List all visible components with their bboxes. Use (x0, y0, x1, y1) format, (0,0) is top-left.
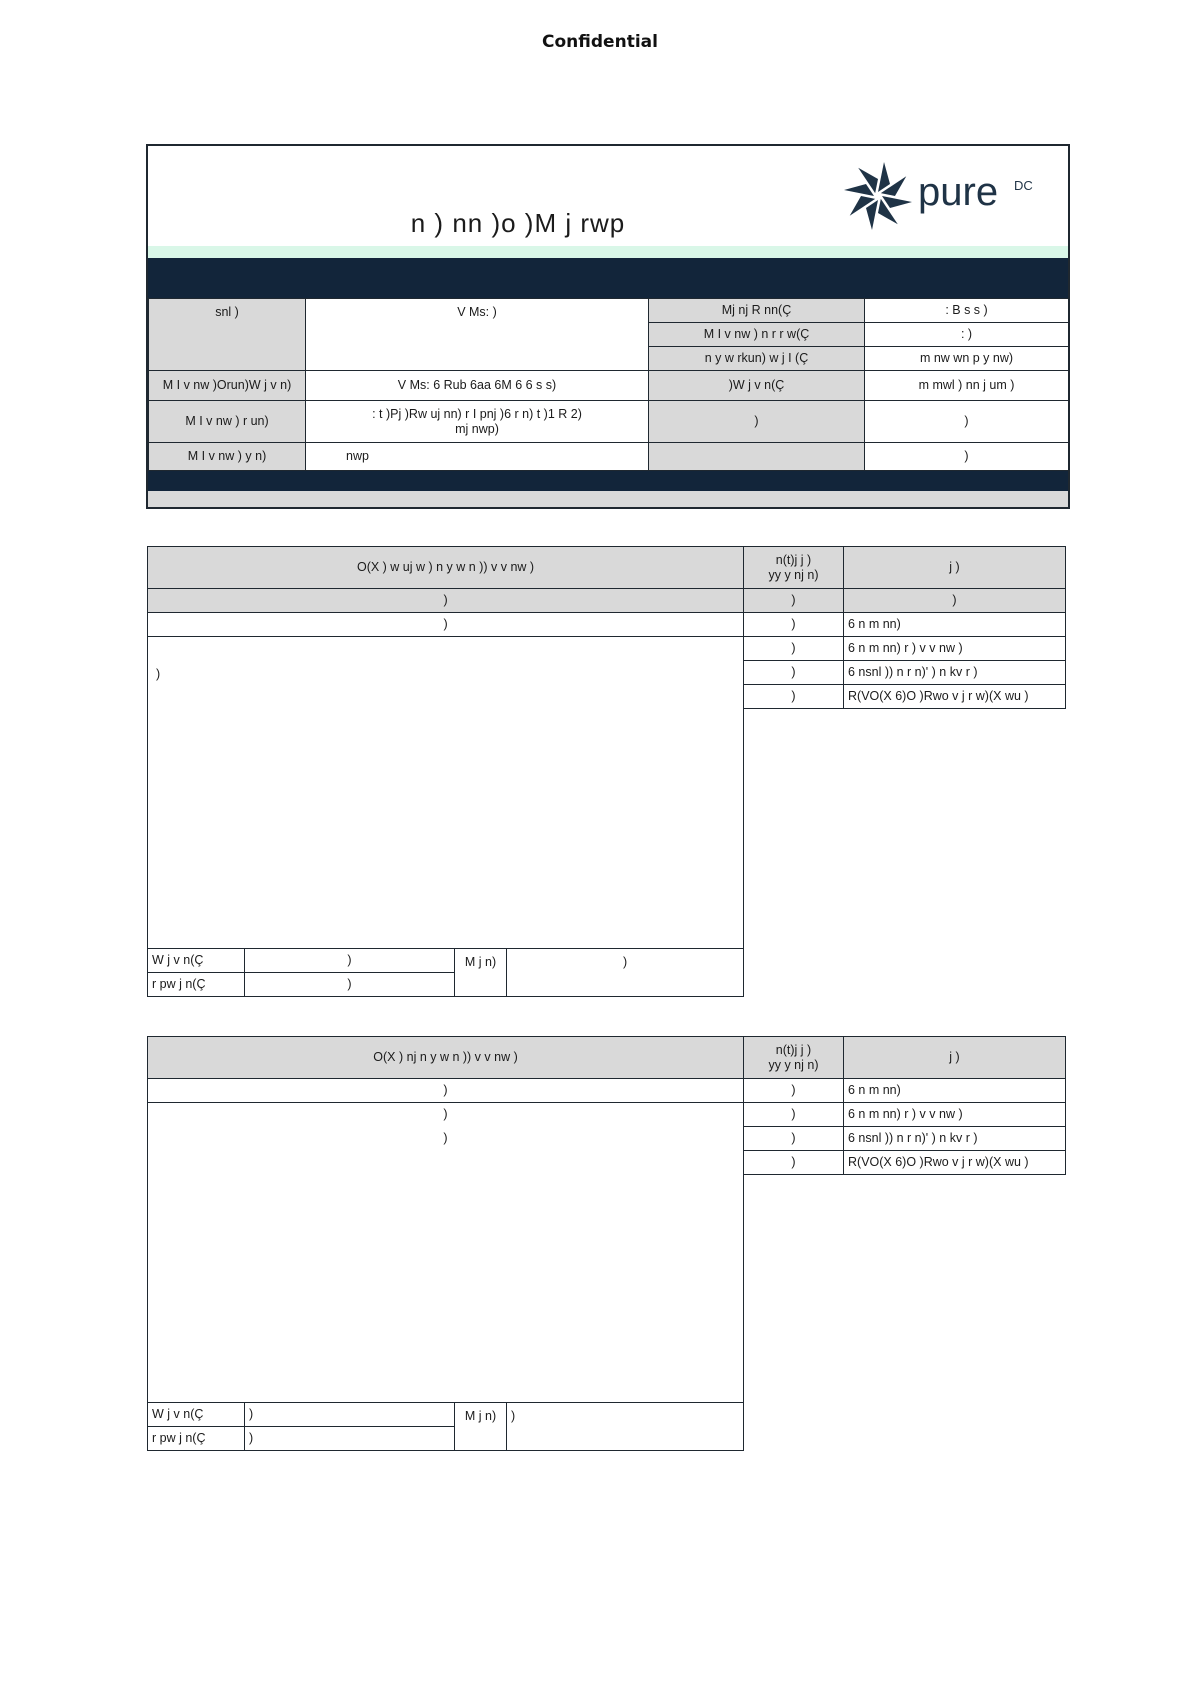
section2-side-mid-4: ) (744, 1151, 844, 1175)
section2-side-table (743, 1036, 1066, 1175)
navy-band-top (148, 258, 1068, 298)
document-title: n ) nn )o )M j rwp (410, 208, 626, 238)
section2-body (148, 1103, 744, 1403)
section2-side-right-1: 6 n m nn) (844, 1079, 1066, 1103)
section1-header-mid (744, 547, 844, 589)
info-value-5-line-2: mj nwp) (455, 421, 499, 436)
section2-footer-value-1: ) (245, 1403, 455, 1427)
info-right-label-1: Mj nj R nn(Ç (649, 299, 865, 323)
info-right-value-1: : B s s ) (865, 299, 1069, 323)
info-value-4: V Ms: 6 Rub 6aa 6M 6 6 s s) (306, 371, 649, 401)
section2-footer-label-2: r pw j n(Ç (148, 1427, 245, 1451)
section1-side-mid-4: ) (744, 685, 844, 709)
info-right-label-6 (649, 443, 865, 471)
section1-footer-label-2: r pw j n(Ç (148, 973, 245, 997)
section1-side-mid-1: ) (744, 613, 844, 637)
section1-footer-label-1: W j v n(Ç (148, 949, 245, 973)
section1-side-mid-2: ) (744, 637, 844, 661)
info-right-label-2: M I v nw ) n r r w(Ç (649, 323, 865, 347)
section1-side-right-1: 6 n m nn) (844, 613, 1066, 637)
section1-side-right-3: 6 nsnl )) n r n)' ) n kv r ) (844, 661, 1066, 685)
section2-body-line-2: ) (443, 1131, 448, 1145)
section1-footer-value-2: ) (245, 973, 455, 997)
section2-footer-label-3: M j n) (455, 1403, 507, 1451)
section2-footer-label-1: W j v n(Ç (148, 1403, 245, 1427)
info-table (148, 298, 1069, 471)
navy-band-bottom (148, 471, 1068, 491)
section2-side-mid-3: ) (744, 1127, 844, 1151)
section2-header-main: O(X ) nj n y w n )) v v nw ) (148, 1037, 744, 1079)
section1-grey-right: ) (844, 589, 1066, 613)
info-right-label-3: n y w rkun) w j I (Ç (649, 347, 865, 371)
info-right-value-6: ) (865, 443, 1069, 471)
section1-side-table (743, 546, 1066, 709)
section1-footer-value-3: ) (507, 949, 744, 997)
section2-side-mid-2: ) (744, 1103, 844, 1127)
section2-header-mid-line-1: n(t)j j ) (775, 1043, 812, 1058)
section1-header-mid-line-2: yy y nj n) (768, 567, 819, 582)
section2-header-right: j ) (844, 1037, 1066, 1079)
section2-side-right-3: 6 nsnl )) n r n)' ) n kv r ) (844, 1127, 1066, 1151)
info-label-5: M I v nw ) r un) (149, 401, 306, 443)
mint-band (148, 246, 1068, 258)
section2-header-mid-line-2: yy y nj n) (768, 1057, 819, 1072)
section1-side-right-4: R(VO(X 6)O )Rwo v j r w)(X wu ) (844, 685, 1066, 709)
section2-footer-value-3: ) (507, 1403, 744, 1451)
pinwheel-logo-icon (840, 158, 916, 234)
logo-wordmark: pure (918, 170, 999, 214)
section1-side-right-2: 6 n m nn) r ) v v nw ) (844, 637, 1066, 661)
info-right-value-2: : ) (865, 323, 1069, 347)
section1-side-mid-3: ) (744, 661, 844, 685)
section1-header-right: j ) (844, 547, 1066, 589)
section1-main-table (147, 546, 744, 997)
section2-row-1: ) (148, 1079, 744, 1103)
info-right-label-5: ) (649, 401, 865, 443)
section2-header-mid (744, 1037, 844, 1079)
section1-row-2: ) (148, 613, 744, 637)
info-value-5-line-1: : t )Pj )Rw uj nn) r I pnj )6 r n) t )1 R 2) (372, 407, 582, 422)
section1-header-mid-line-1: n(t)j j ) (775, 553, 812, 568)
pure-dc-logo (840, 158, 1060, 236)
section1-body: ) (148, 637, 744, 949)
title-bar (148, 146, 1068, 246)
section1-grey-mid: ) (744, 589, 844, 613)
info-value-5 (306, 401, 649, 443)
document-header (146, 144, 1070, 509)
info-label-6: M I v nw ) y n) (149, 443, 306, 471)
section1-header-main: O(X ) w uj w ) n y w n )) v v nw ) (148, 547, 744, 589)
logo-superscript: DC (1014, 178, 1033, 193)
info-label-4: M I v nw )Orun)W j v n) (149, 371, 306, 401)
section2-side-mid-1: ) (744, 1079, 844, 1103)
section2-side-right-4: R(VO(X 6)O )Rwo v j r w)(X wu ) (844, 1151, 1066, 1175)
section2-body-line-1: ) (443, 1107, 448, 1121)
section1-footer-value-1: ) (245, 949, 455, 973)
grey-band-bottom (148, 491, 1068, 507)
confidential-label: Confidential (542, 32, 658, 52)
info-right-value-3: m nw wn p y nw) (865, 347, 1069, 371)
section2-footer-value-2: ) (245, 1427, 455, 1451)
section2-side-right-2: 6 n m nn) r ) v v nw ) (844, 1103, 1066, 1127)
section1-footer-label-3: M j n) (455, 949, 507, 997)
info-value-1: V Ms: ) (306, 299, 649, 371)
section2-main-table (147, 1036, 744, 1451)
section1-grey-row: ) (148, 589, 744, 613)
info-label-1: snl ) (149, 299, 306, 371)
info-value-6: nwp (306, 443, 649, 471)
info-right-value-4: m mwl ) nn j um ) (865, 371, 1069, 401)
info-right-label-4: )W j v n(Ç (649, 371, 865, 401)
info-right-value-5: ) (865, 401, 1069, 443)
